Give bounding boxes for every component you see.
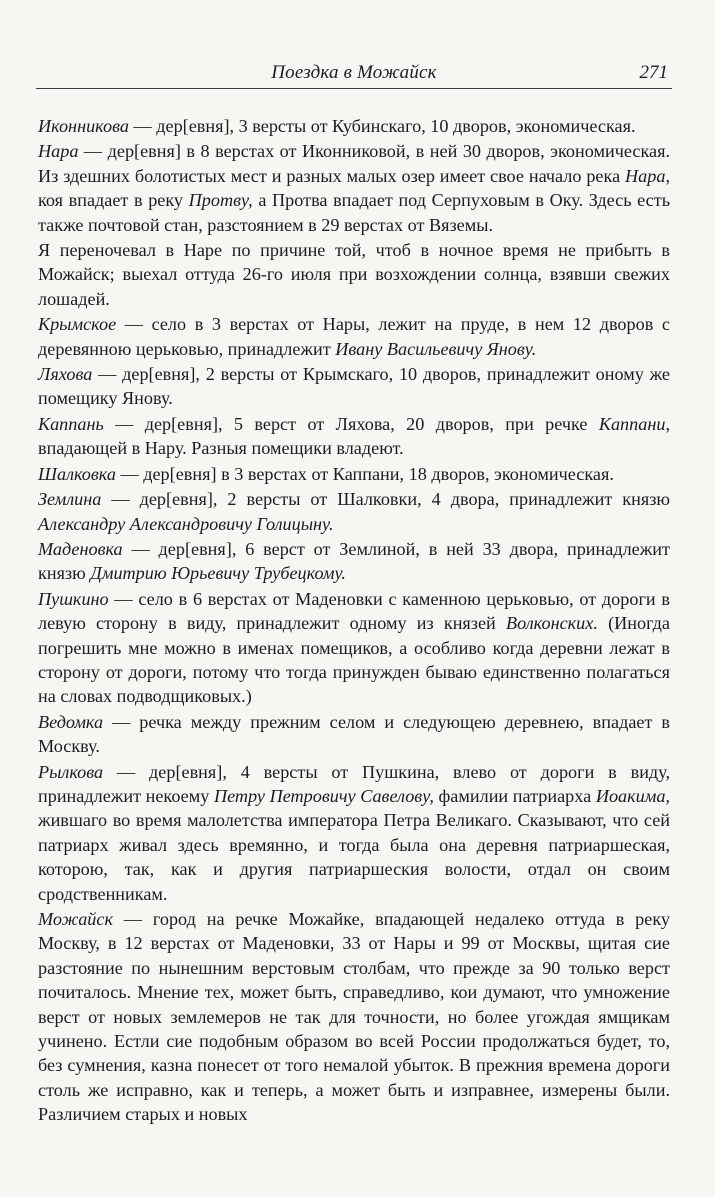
italic-term: Волконских.	[505, 613, 598, 634]
text-run: — дер[евня] в 8 верстах от Иконниковой, в ней 30 дворов, экономическая. Из здешних болотистых мест и разных малых озер имеет свое начало река	[38, 141, 670, 186]
text-run: Я переночевал в Наре по причине той, чтоб в ночное время не прибыть в Можайск; выехал оттуда 26-го июля при возхождении солнца, взявши свежих лошадей.	[38, 240, 670, 309]
italic-term: Маденовка	[38, 538, 123, 559]
text-run: — дер[евня], 2 версты от Крымскаго, 10 дворов, принадлежит оному же помещику Янову.	[38, 364, 670, 409]
italic-term: Петру Петровичу Савелову,	[213, 785, 434, 806]
text-run: — дер[евня] в 3 верстах от Каппани, 18 дворов, экономическая.	[115, 463, 614, 484]
italic-term: Каппань	[38, 413, 104, 434]
paragraph	[38, 587, 670, 709]
paragraph	[38, 760, 670, 906]
text-run: — речка между прежним селом и следующею деревнею, впадает в Москву.	[38, 711, 670, 757]
running-title: Поездка в Можайск	[271, 62, 437, 83]
italic-term: Нара	[38, 141, 79, 162]
paragraph	[38, 362, 670, 411]
text-run: — дер[евня], 3 версты от Кубинскаго, 10 дворов, экономическая.	[128, 116, 636, 136]
italic-term: Каппани,	[598, 413, 670, 434]
italic-term: Александру Александровичу Голицыну.	[38, 513, 334, 534]
running-header	[36, 62, 672, 89]
italic-term: Ведомка	[38, 711, 104, 732]
body-text	[38, 114, 670, 1127]
text-run: — село в 3 верстах от Нары, лежит на пруде, в нем 12 дворов с деревянною церьковью, принадлежит	[38, 314, 670, 359]
text-run: впадающей в Нару. Разныя помещики владеют.	[38, 438, 404, 459]
text-run: а Протва впадает под Серпуховым в Оку. Здесь есть также почтовой стан, разстоянием в 29 верстах от Вяземы.	[38, 190, 670, 235]
paragraph	[38, 462, 670, 486]
paragraph	[38, 487, 670, 536]
text-run: коя впадает в реку	[38, 190, 189, 211]
italic-term: Землина	[38, 489, 102, 510]
italic-term: Шалковка	[38, 463, 116, 484]
text-run: жившаго во время малолетства императора Петра Великаго. Сказывают, что сей патриарх живал здесь времянно, и тогда была она деревня патриаршеская, которою, так, как и другия патриаршеския волости, отдал он своим сродственникам.	[38, 810, 670, 904]
italic-term: Ивану Васильевичу Янову.	[335, 338, 537, 359]
text-run: — дер[евня], 5 верст от Ляхова, 20 дворов, при речке	[103, 413, 599, 434]
text-run: — город на речке Можайке, впадающей недалеко оттуда в реку Москву, в 12 верстах от Маденовки, 33 от Нары и 99 от Москвы, щитая сие разстояние по нынешним верстовым столбам, что прежде за 90 только верст почиталось. Мнение тех, может быть, справедливо, кои думают, что умножение верст от новых землемеров не так для точности, но более угождая ямщикам учинено. Естли сие подобным образом во всей России продолжаться будет, то, без сумнения, казна понесет от того немалой убыток. В прежния времена дороги столь же исправно, как и теперь, а может быть и изправнее, измерены были. Различием старых и новых	[38, 909, 670, 1125]
text-run: (Иногда погрешить мне можно в именах помещиков, а особливо когда деревни лежат в сторону от дороги, потому что тогда принужден бываю единственно полагаться на словах подводщиковых.)	[38, 613, 670, 707]
paragraph	[38, 312, 670, 361]
page-number: 271	[639, 62, 668, 83]
text-run: — село в 6 верстах от Маденовки с каменною церьковью, от дороги в левую сторону в виду, принадлежит одному из князей	[38, 588, 670, 634]
italic-term: Иоакима,	[595, 785, 670, 806]
text-run: — дер[евня], 6 верст от Землиной, в ней 33 двора, принадлежит князю	[38, 538, 670, 584]
text-run: фамилии патриарха	[433, 785, 596, 806]
paragraph	[38, 907, 670, 1127]
paragraph	[38, 139, 670, 237]
italic-term: Можайск	[38, 909, 113, 929]
paragraph	[38, 710, 670, 759]
italic-term: Нара,	[625, 165, 670, 186]
text-run: — дер[евня], 4 версты от Пушкина, влево от дороги в виду, принадлежит некоему	[38, 761, 670, 806]
paragraph	[38, 114, 670, 138]
paragraph	[38, 412, 670, 461]
italic-term: Протву,	[188, 190, 253, 211]
italic-term: Ляхова	[38, 364, 93, 385]
italic-term: Пушкино	[38, 588, 109, 609]
italic-term: Крымское	[38, 314, 117, 335]
text-run: — дер[евня], 2 версты от Шалковки, 4 двора, принадлежит князю	[101, 489, 670, 510]
paragraph	[38, 238, 670, 311]
italic-term: Иконникова	[38, 116, 129, 136]
italic-term: Дмитрию Юрьевичу Трубецкому.	[90, 563, 346, 584]
paragraph	[38, 537, 670, 586]
italic-term: Рылкова	[38, 761, 104, 782]
